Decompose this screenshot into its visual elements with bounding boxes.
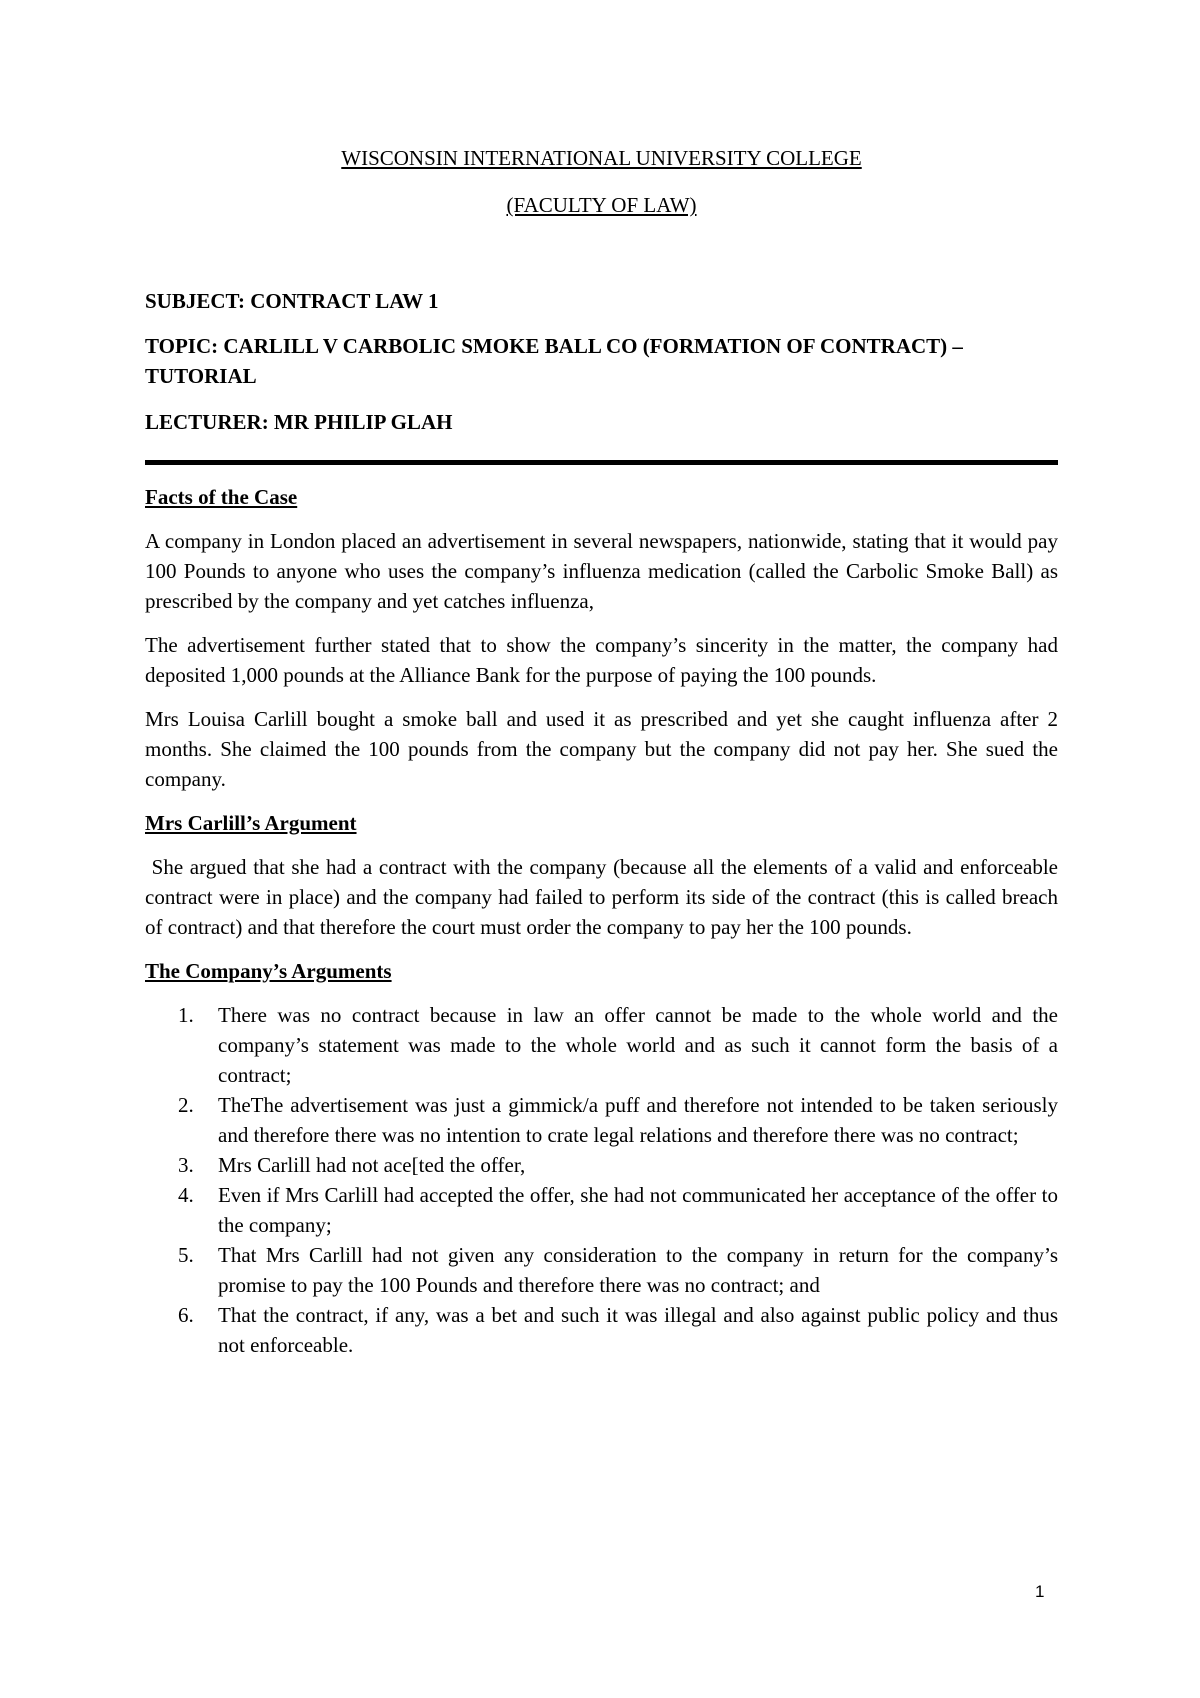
list-item-text: Mrs Carlill had not ace[ted the offer,: [218, 1153, 526, 1177]
lecturer-line: LECTURER: MR PHILIP GLAH: [145, 410, 453, 434]
list-item-text: That Mrs Carlill had not given any consideration to the company in return for the company’s promise to pay the 100 Pounds and therefore there was no contract; and: [218, 1243, 1058, 1297]
list-item: [145, 1180, 1058, 1240]
list-item-number: 4.: [178, 1183, 194, 1207]
list-item-number: 3.: [178, 1153, 194, 1177]
subject-line: SUBJECT: CONTRACT LAW 1: [145, 289, 439, 313]
list-item: [145, 1240, 1058, 1300]
facts-paragraph: Mrs Louisa Carlill bought a smoke ball and used it as prescribed and yet she caught influenza after 2 months. She claimed the 100 pounds from the company but the company did not pay her. She sued the company.: [145, 707, 1058, 791]
list-item-number: 1.: [178, 1003, 194, 1027]
carlill-argument-paragraph: She argued that she had a contract with the company (because all the elements of a valid and enforceable contract were in place) and the company had failed to perform its side of the contract (this is called breach of contract) and that therefore the court must order the company to pay her the 100 pounds.: [145, 855, 1064, 939]
page-number: 1: [1035, 1582, 1045, 1601]
list-item: [145, 1000, 1058, 1090]
topic-line: TOPIC: CARLILL V CARBOLIC SMOKE BALL CO (FORMATION OF CONTRACT) – TUTORIAL: [145, 334, 963, 388]
horizontal-rule: [145, 460, 1058, 465]
company-arguments-list: [145, 1000, 1058, 1360]
list-item: [145, 1090, 1058, 1150]
list-item-number: 2.: [178, 1093, 194, 1117]
list-item: [145, 1300, 1058, 1360]
facts-heading: Facts of the Case: [145, 485, 298, 509]
list-item-text: That the contract, if any, was a bet and such it was illegal and also against public policy and thus not enforceable.: [218, 1303, 1058, 1357]
list-item-text: Even if Mrs Carlill had accepted the offer, she had not communicated her acceptance of the offer to the company;: [218, 1183, 1058, 1237]
institution-title: WISCONSIN INTERNATIONAL UNIVERSITY COLLEGE: [341, 146, 862, 170]
company-arguments-heading: The Company’s Arguments: [145, 959, 392, 983]
list-item: [145, 1150, 1058, 1180]
facts-paragraph: The advertisement further stated that to show the company’s sincerity in the matter, the company had deposited 1,000 pounds at the Alliance Bank for the purpose of paying the 100 pounds.: [145, 633, 1058, 687]
list-item-text: There was no contract because in law an offer cannot be made to the whole world and the company’s statement was made to the whole world and as such it cannot form the basis of a contract;: [218, 1003, 1058, 1087]
list-item-number: 5.: [178, 1243, 194, 1267]
facts-paragraph: A company in London placed an advertisement in several newspapers, nationwide, stating that it would pay 100 Pounds to anyone who uses the company’s influenza medication (called the Carbolic Smoke Ball) as prescribed by the company and yet catches influenza,: [145, 529, 1058, 613]
document-body: [145, 482, 1064, 1360]
list-item-text: TheThe advertisement was just a gimmick/a puff and therefore not intended to be taken seriously and therefore there was no intention to crate legal relations and therefore there was no contract;: [218, 1093, 1058, 1147]
list-item-number: 6.: [178, 1303, 194, 1327]
faculty-title: (FACULTY OF LAW): [506, 193, 697, 217]
carlill-argument-heading: Mrs Carlill’s Argument: [145, 811, 357, 835]
